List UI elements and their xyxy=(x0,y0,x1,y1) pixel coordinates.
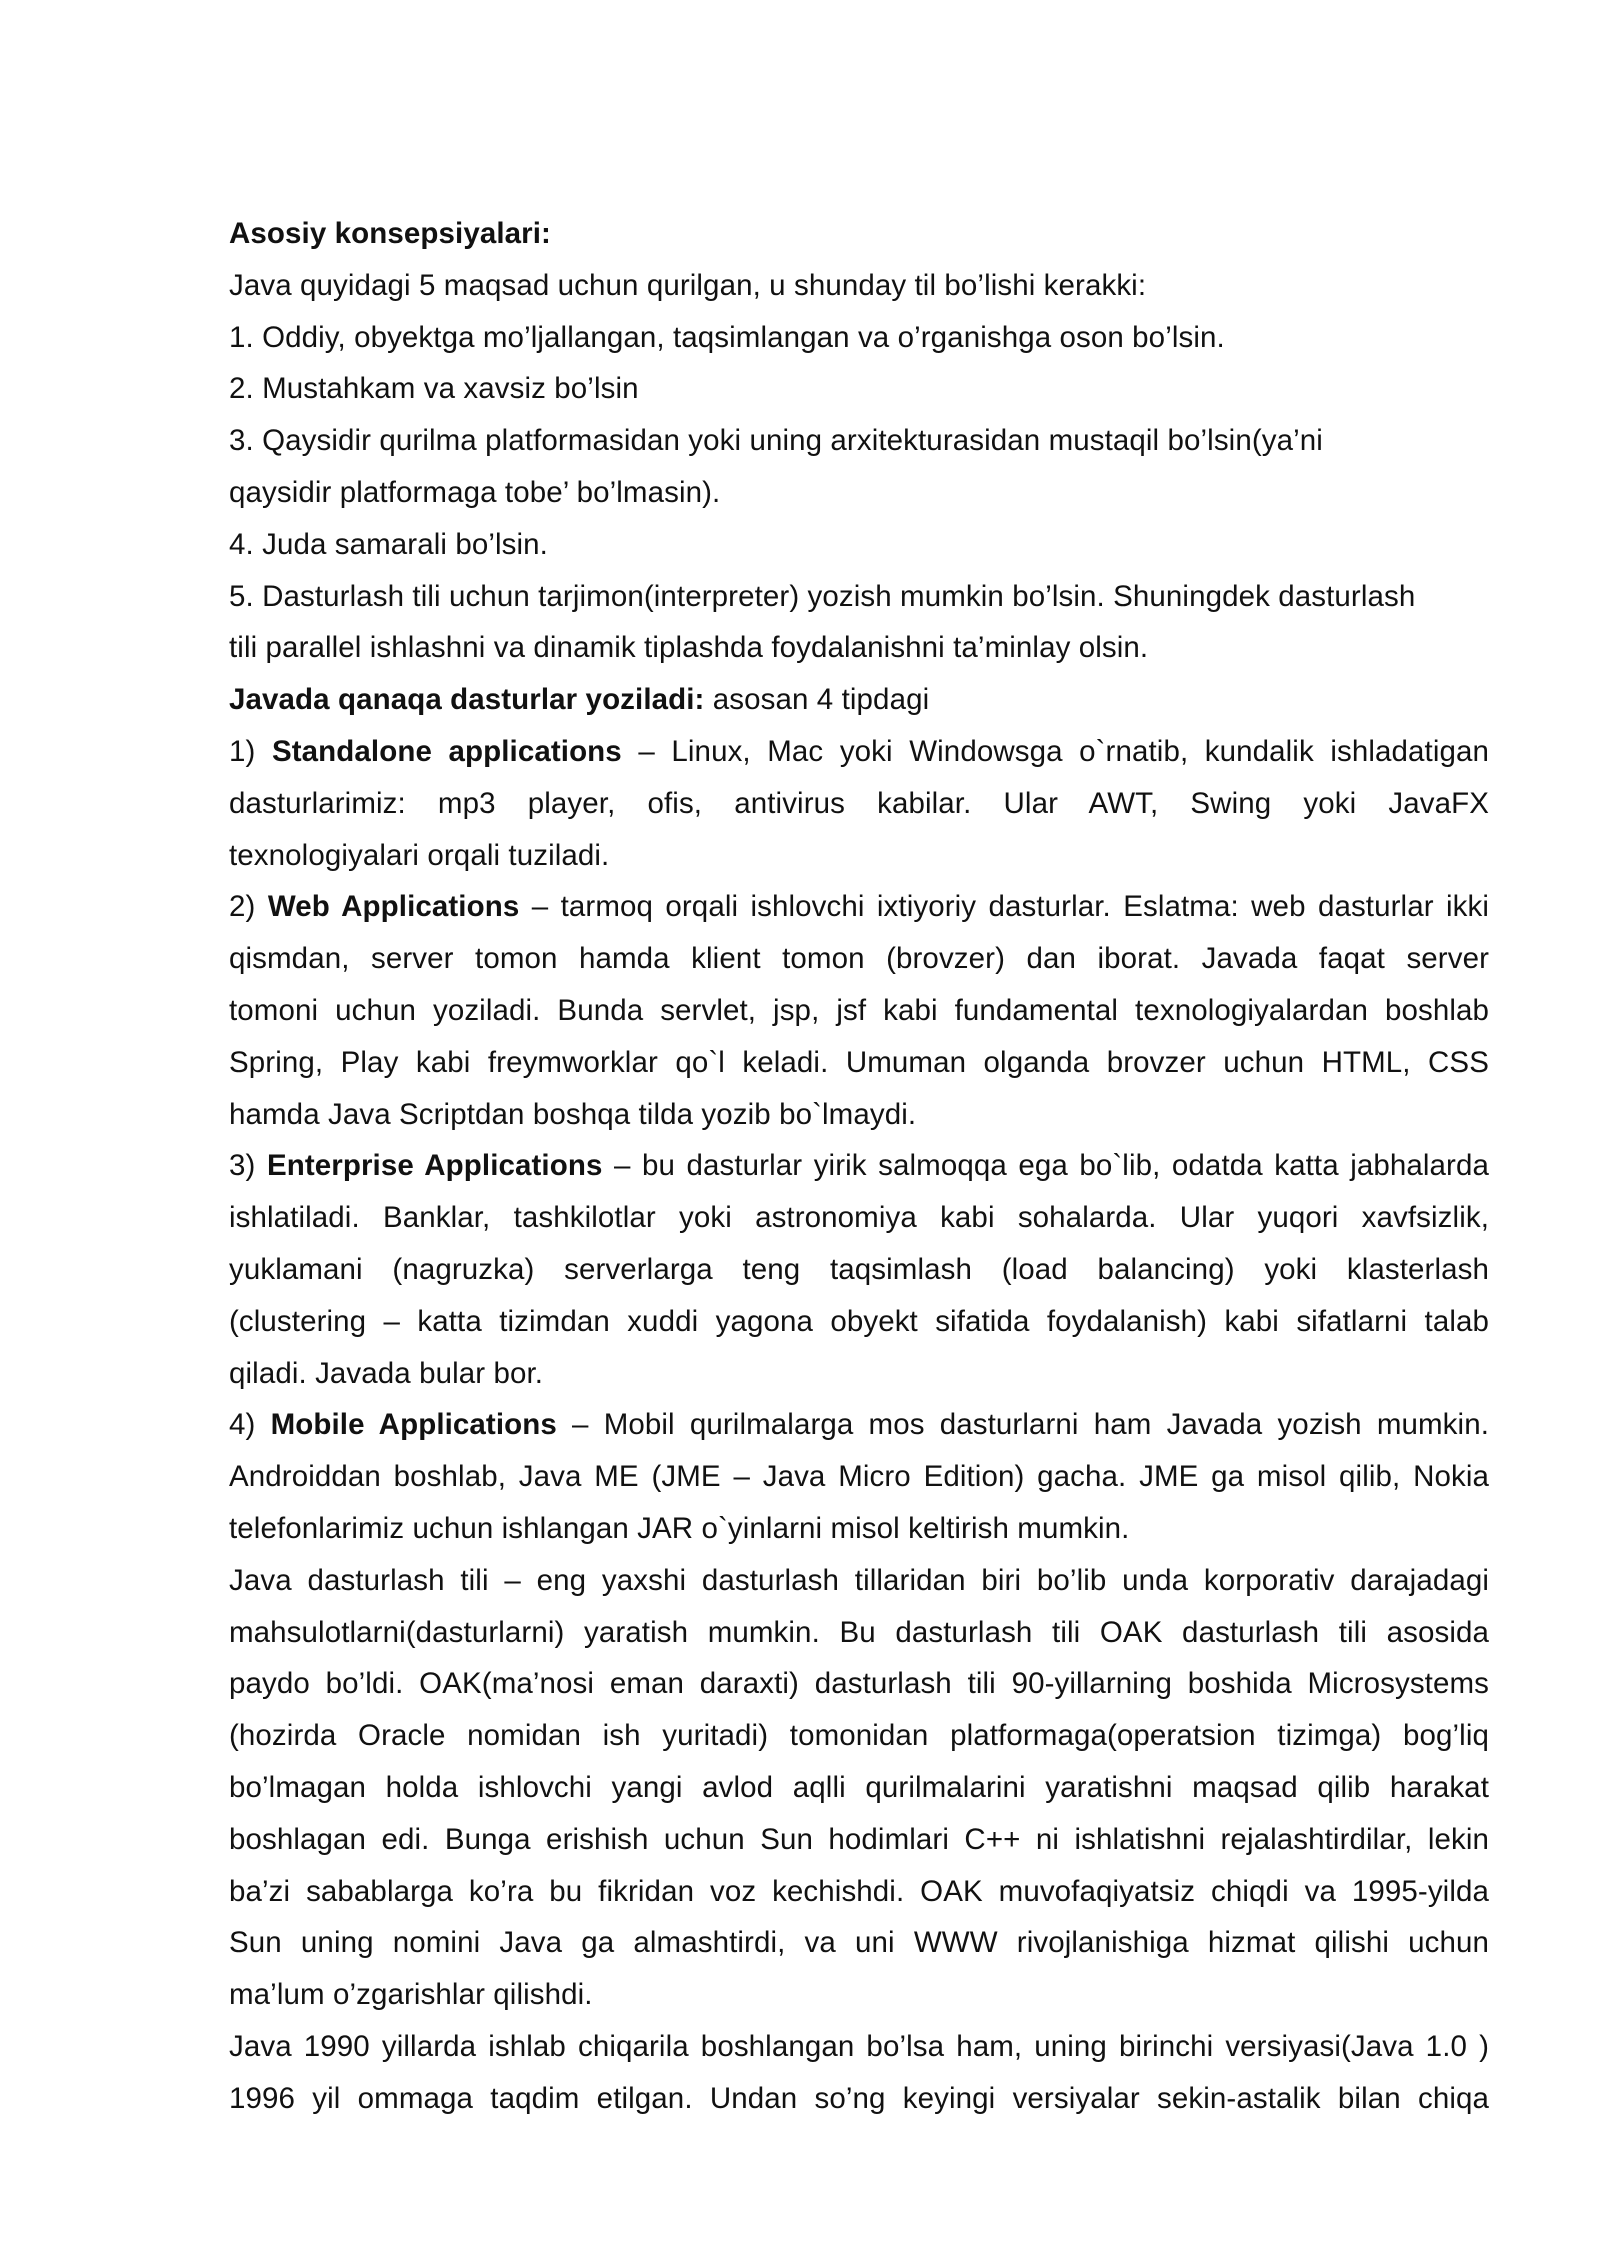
types-heading-bold: Javada qanaqa dasturlar yoziladi: xyxy=(229,683,705,717)
goal-line: 3. Qaysidir qurilma platformasidan yoki uning arxitekturasidan mustaqil bo’lsin(ya’ni xyxy=(229,424,1323,458)
history-line: mahsulotlarni(dasturlarni) yaratish mumkin. Bu dasturlash tili OAK dasturlash tili asosida xyxy=(229,1615,1489,1649)
type-first-line xyxy=(229,726,1489,778)
versions-line: Java 1990 yillarda ishlab chiqarila boshlangan bo’lsa ham, uning birinchi versiyasi(Java 1.0 ) xyxy=(229,2029,1489,2063)
type-first-line xyxy=(229,1140,1489,1192)
intro-line: Java quyidagi 5 maqsad uchun qurilgan, u shunday til bo’lishi kerakki: xyxy=(229,268,1147,302)
type-line: dasturlarimiz: mp3 player, ofis, antivirus kabilar. Ular AWT, Swing yoki JavaFX xyxy=(229,786,1489,820)
goal-line: 4. Juda samarali bo’lsin. xyxy=(229,527,548,561)
type-line: ishlatiladi. Banklar, tashkilotlar yoki astronomiya kabi sohalarda. Ular yuqori xavfsizlik, xyxy=(229,1201,1489,1235)
type-text: – Mobil qurilmalarga mos dasturlarni ham Javada yozish mumkin. xyxy=(556,1408,1489,1442)
history-line: boshlagan edi. Bunga erishish uchun Sun hodimlari C++ ni ishlatishni rejalashtirdilar, lekin xyxy=(229,1822,1489,1856)
goal-line: tili parallel ishlashni va dinamik tiplashda foydalanishni ta’minlay olsin. xyxy=(229,631,1149,665)
type-line: (clustering – katta tizimdan xuddi yagona obyekt sifatida foydalanish) kabi sifatlarni talab xyxy=(229,1304,1489,1338)
versions-line: 1996 yil ommaga taqdim etilgan. Undan so’ng keyingi versiyalar sekin-astalik bilan chiqa xyxy=(229,2081,1489,2115)
type-line: tomoni uchun yoziladi. Bunda servlet, jsp, jsf kabi fundamental texnologiyalardan boshlab xyxy=(229,993,1489,1027)
type-line: yuklamani (nagruzka) serverlarga teng taqsimlash (load balancing) yoki klasterlash xyxy=(229,1252,1489,1286)
type-first-line xyxy=(229,881,1489,933)
type-line: qismdan, server tomon hamda klient tomon (brovzer) dan iborat. Javada faqat server xyxy=(229,942,1489,976)
types-heading xyxy=(229,674,1489,726)
history-line: bo’lmagan holda ishlovchi yangi avlod aqlli qurilmalarini yaratishni maqsad qilib harakat xyxy=(229,1770,1489,1804)
type-title: Standalone applications xyxy=(271,734,622,768)
type-line: Spring, Play kabi freymworklar qo`l keladi. Umuman olganda brovzer uchun HTML, CSS xyxy=(229,1045,1489,1079)
type-title: Mobile Applications xyxy=(270,1408,557,1442)
type-title: Web Applications xyxy=(267,890,520,924)
section-heading: Asosiy konsepsiyalari: xyxy=(229,217,551,250)
history-line: ba’zi sabablarga ko’ra bu fikridan voz kechishdi. OAK muvofaqiyatsiz chiqdi va 1995-yilda xyxy=(229,1874,1489,1908)
history-line: Sun uning nomini Java ga almashtirdi, va uni WWW rivojlanishiga hizmat qilishi uchun xyxy=(229,1926,1489,1960)
type-line: telefonlarimiz uchun ishlangan JAR o`yinlarni misol keltirish mumkin. xyxy=(229,1511,1130,1545)
goal-line: qaysidir platformaga tobe’ bo’lmasin). xyxy=(229,475,721,509)
goal-line: 5. Dasturlash tili uchun tarjimon(interpreter) yozish mumkin bo’lsin. Shuningdek dasturlash xyxy=(229,579,1416,613)
type-line: Androiddan boshlab, Java ME (JME – Java Micro Edition) gacha. JME ga misol qilib, Nokia xyxy=(229,1460,1489,1494)
type-first-line xyxy=(229,1399,1489,1451)
goal-line: 1. Oddiy, obyektga mo’ljallangan, taqsimlangan va o’rganishga oson bo’lsin. xyxy=(229,320,1225,354)
history-line: (hozirda Oracle nomidan ish yuritadi) tomonidan platformaga(operatsion tizimga) bog’liq xyxy=(229,1719,1489,1753)
history-line: ma’lum o’zgarishlar qilishdi. xyxy=(229,1978,593,2012)
type-title: Enterprise Applications xyxy=(266,1149,603,1183)
types-heading-rest: asosan 4 tipdagi xyxy=(704,683,930,717)
history-line: paydo bo’ldi. OAK(ma’nosi eman daraxti) dasturlash tili 90-yillarning boshida Microsystems xyxy=(229,1667,1489,1701)
document-page xyxy=(229,208,1489,2124)
type-line: hamda Java Scriptdan boshqa tilda yozib bo`lmaydi. xyxy=(229,1097,917,1131)
history-line: Java dasturlash tili – eng yaxshi dasturlash tillaridan biri bo’lib unda korporativ darajadagi xyxy=(229,1563,1489,1597)
type-text: – Linux, Mac yoki Windowsga o`rnatib, kundalik ishladatigan xyxy=(621,734,1489,768)
type-line: qiladi. Javada bular bor. xyxy=(229,1356,544,1390)
type-number: 3) xyxy=(229,1149,267,1183)
goal-line: 2. Mustahkam va xavsiz bo’lsin xyxy=(229,372,639,406)
type-number: 2) xyxy=(229,890,268,924)
type-line: texnologiyalari orqali tuziladi. xyxy=(229,838,610,872)
type-text: – tarmoq orqali ishlovchi ixtiyoriy dasturlar. Eslatma: web dasturlar ikki xyxy=(519,890,1489,924)
type-text: – bu dasturlar yirik salmoqqa ega bo`lib, odatda katta jabhalarda xyxy=(602,1149,1489,1183)
type-number: 4) xyxy=(229,1408,271,1442)
type-number: 1) xyxy=(229,734,272,768)
